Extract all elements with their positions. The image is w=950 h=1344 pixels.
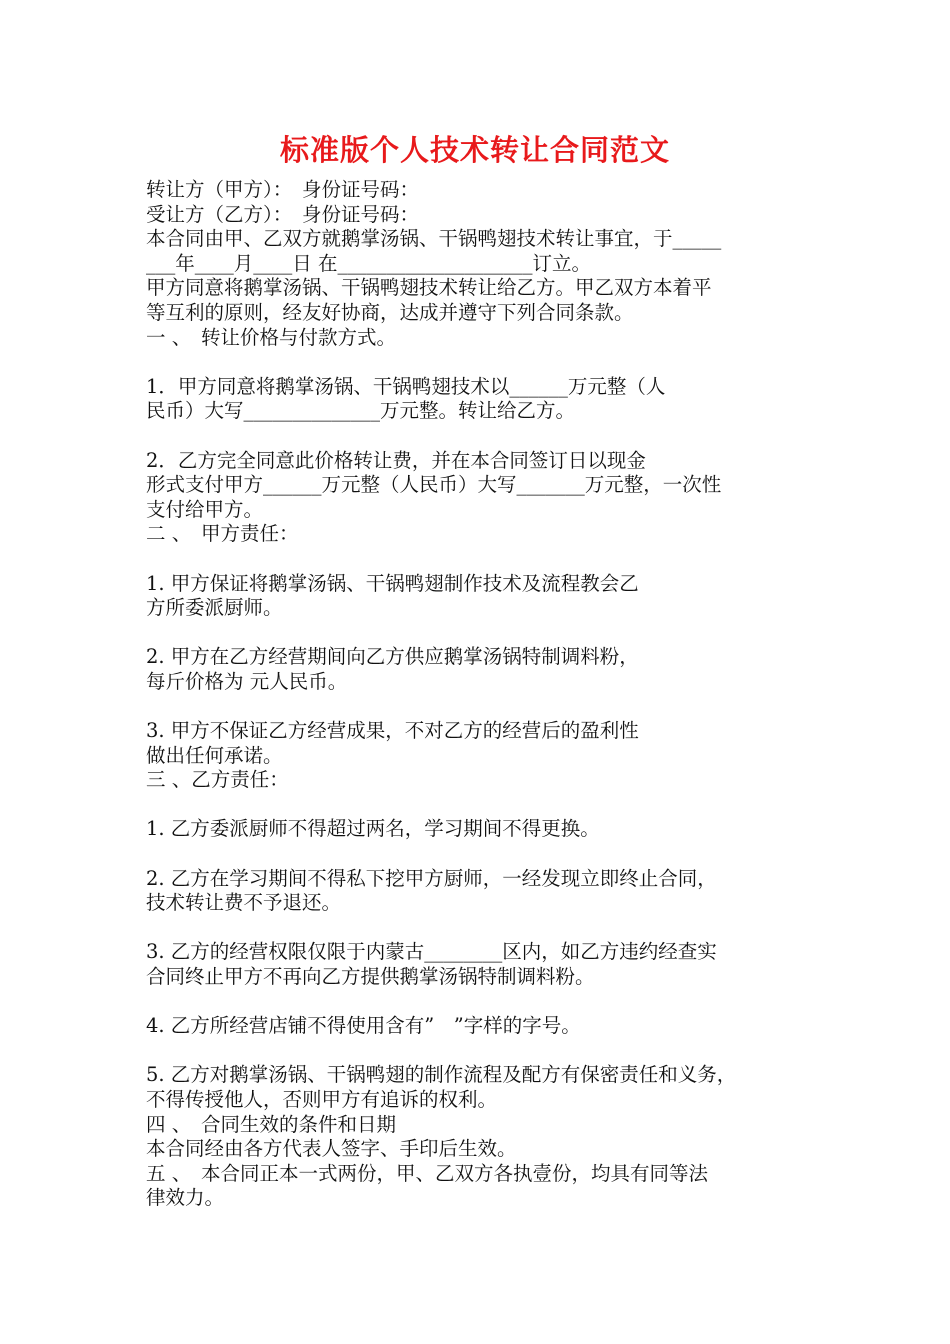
text-line: 3. 甲方不保证乙方经营成果，不对乙方的经营后的盈利性 [146, 719, 639, 743]
text-line: 转让方（甲方）： 身份证号码： [146, 178, 420, 201]
text-line: 2. 甲方在乙方经营期间向乙方供应鹅掌汤锅特制调料粉， [146, 645, 639, 669]
text-line: 2. 乙方在学习期间不得私下挖甲方厨师，一经发现立即终止合同， [146, 866, 717, 890]
blank-line [146, 350, 826, 375]
text-line: 四 、 合同生效的条件和日期 [146, 1112, 396, 1136]
text-line: 不得传授他人，否则甲方有追诉的权利。 [146, 1087, 498, 1111]
text-line: 二 、 甲方责任： [146, 522, 299, 546]
text-line: 一 、 转让价格与付款方式。 [146, 325, 396, 349]
text-line: 三 、乙方责任： [146, 768, 289, 792]
blank-line [146, 424, 826, 449]
text-line: 受让方（乙方）： 身份证号码： [146, 202, 420, 226]
text-line: ___年____月____日 在____________________订立。 [146, 251, 591, 275]
blank-line [146, 694, 826, 719]
text-line: 2．乙方完全同意此价格转让费，并在本合同签订日以现金 [146, 448, 646, 472]
blank-line [146, 916, 826, 941]
text-line: 五 、 本合同正本一式两份，甲、乙双方各执壹份，均具有同等法 [146, 1161, 708, 1185]
text-line: 5. 乙方对鹅掌汤锅、干锅鸭翅的制作流程及配方有保密责任和义务， [146, 1063, 737, 1087]
text-line: 本合同经由各方代表人签字、手印后生效。 [146, 1137, 517, 1161]
text-line: 技术转让费不予退还。 [146, 891, 342, 915]
blank-line [146, 793, 826, 818]
text-line: 甲方同意将鹅掌汤锅、干锅鸭翅技术转让给乙方。甲乙双方本着平 [146, 276, 712, 300]
text-line: 每斤价格为 元人民币。 [146, 669, 348, 693]
text-line: 律效力。 [146, 1186, 225, 1210]
text-line: 支付给甲方。 [146, 497, 264, 521]
document-title: 标准版个人技术转让合同范文 [279, 133, 670, 167]
text-line: 1．甲方同意将鹅掌汤锅、干锅鸭翅技术以______万元整（人 [146, 374, 666, 398]
text-line: 等互利的原则，经友好协商，达成并遵守下列合同条款。 [146, 300, 634, 324]
text-line: 方所委派厨师。 [146, 596, 283, 620]
blank-line [146, 621, 826, 646]
text-line: 本合同由甲、乙双方就鹅掌汤锅、干锅鸭翅技术转让事宜，于_____ [146, 227, 722, 251]
text-line: 民币）大写______________万元整。转让给乙方。 [146, 399, 576, 423]
text-line: 合同终止甲方不再向乙方提供鹅掌汤锅特制调料粉。 [146, 965, 595, 988]
document-body [146, 178, 826, 1211]
blank-line [146, 842, 826, 867]
text-line: 做出任何承诺。 [146, 743, 283, 767]
text-line: 1. 乙方委派厨师不得超过两名，学习期间不得更换。 [146, 817, 600, 841]
blank-line [146, 547, 826, 572]
blank-line [146, 990, 826, 1015]
blank-line [146, 1039, 826, 1064]
text-line: 3. 乙方的经营权限仅限于内蒙古________区内，如乙方违约经查实 [146, 940, 717, 964]
text-line: 形式支付甲方______万元整（人民币）大写_______万元整，一次性 [146, 473, 722, 497]
text-line: 4. 乙方所经营店铺不得使用含有” ”字样的字号。 [146, 1014, 581, 1038]
text-line: 1. 甲方保证将鹅掌汤锅、干锅鸭翅制作技术及流程教会乙 [146, 571, 639, 595]
